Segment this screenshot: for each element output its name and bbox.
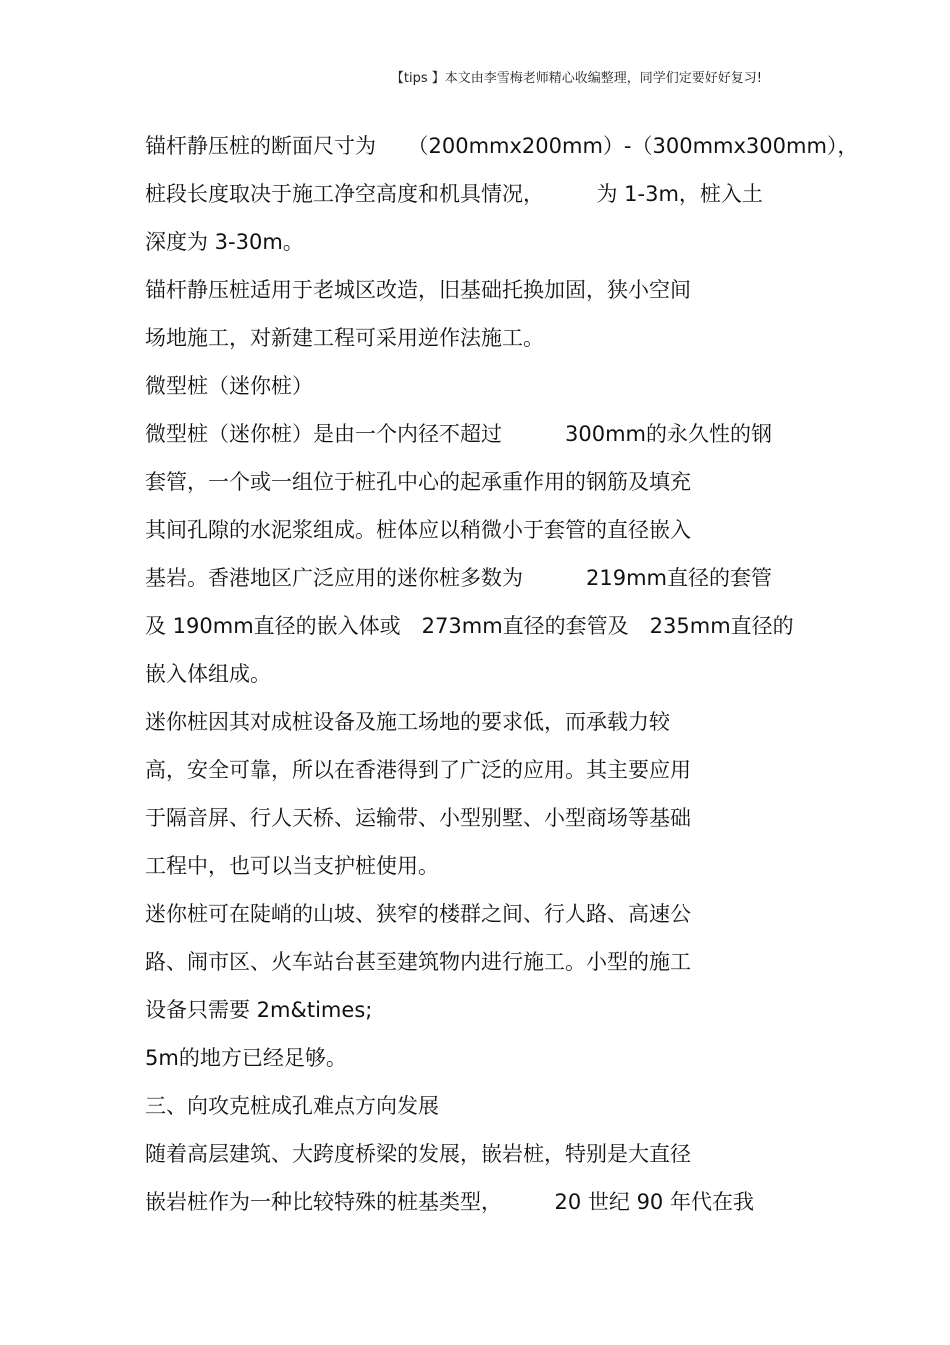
- paragraph-line: 迷你桩可在陡峭的山坡、狭窄的楼群之间、行人路、高速公: [145, 902, 691, 926]
- paragraph-line: 于隔音屏、行人天桥、运输带、小型别墅、小型商场等基础: [145, 806, 691, 830]
- paragraph-line: 迷你桩因其对成桩设备及施工场地的要求低，而承载力较: [145, 710, 670, 734]
- paragraph-line: 基岩。香港地区广泛应用的迷你桩多数为 219mm直径的套管: [145, 566, 772, 590]
- paragraph-line: 嵌入体组成。: [145, 662, 271, 686]
- paragraph-line: 设备只需要 2m&times;: [145, 998, 373, 1022]
- paragraph-line: 其间孔隙的水泥浆组成。桩体应以稍微小于套管的直径嵌入: [145, 518, 691, 542]
- paragraph-line: 高，安全可靠，所以在香港得到了广泛的应用。其主要应用: [145, 758, 691, 782]
- paragraph-line: 桩段长度取决于施工净空高度和机具情况， 为 1-3m，桩入土: [145, 182, 763, 206]
- paragraph-line: 工程中，也可以当支护桩使用。: [145, 854, 439, 878]
- paragraph-line: 套管，一个或一组位于桩孔中心的起承重作用的钢筋及填充: [145, 470, 691, 494]
- paragraph-line: 及 190mm直径的嵌入体或 273mm直径的套管及 235mm直径的: [145, 614, 794, 638]
- paragraph-line: 微型桩（迷你桩）是由一个内径不超过 300mm的永久性的钢: [145, 422, 772, 446]
- paragraph-line: 随着高层建筑、大跨度桥梁的发展，嵌岩桩，特别是大直径: [145, 1142, 691, 1166]
- paragraph-line: 路、闹市区、火车站台甚至建筑物内进行施工。小型的施工: [145, 950, 691, 974]
- paragraph-line: 锚杆静压桩的断面尺寸为 （200mmx200mm）-（300mmx300mm），: [145, 134, 859, 158]
- section-heading: 微型桩（迷你桩）: [145, 374, 313, 398]
- paragraph-line: 5m的地方已经足够。: [145, 1046, 347, 1070]
- paragraph-line: 场地施工，对新建工程可采用逆作法施工。: [145, 326, 544, 350]
- section-heading: 三、向攻克桩成孔难点方向发展: [145, 1094, 439, 1118]
- paragraph-line: 嵌岩桩作为一种比较特殊的桩基类型， 20 世纪 90 年代在我: [145, 1190, 754, 1214]
- paragraph-line: 深度为 3-30m。: [145, 230, 304, 254]
- header-tips: 【tips 】本文由李雪梅老师精心收编整理，同学们定要好好复习!: [390, 71, 762, 86]
- paragraph-line: 锚杆静压桩适用于老城区改造，旧基础托换加固，狭小空间: [145, 278, 691, 302]
